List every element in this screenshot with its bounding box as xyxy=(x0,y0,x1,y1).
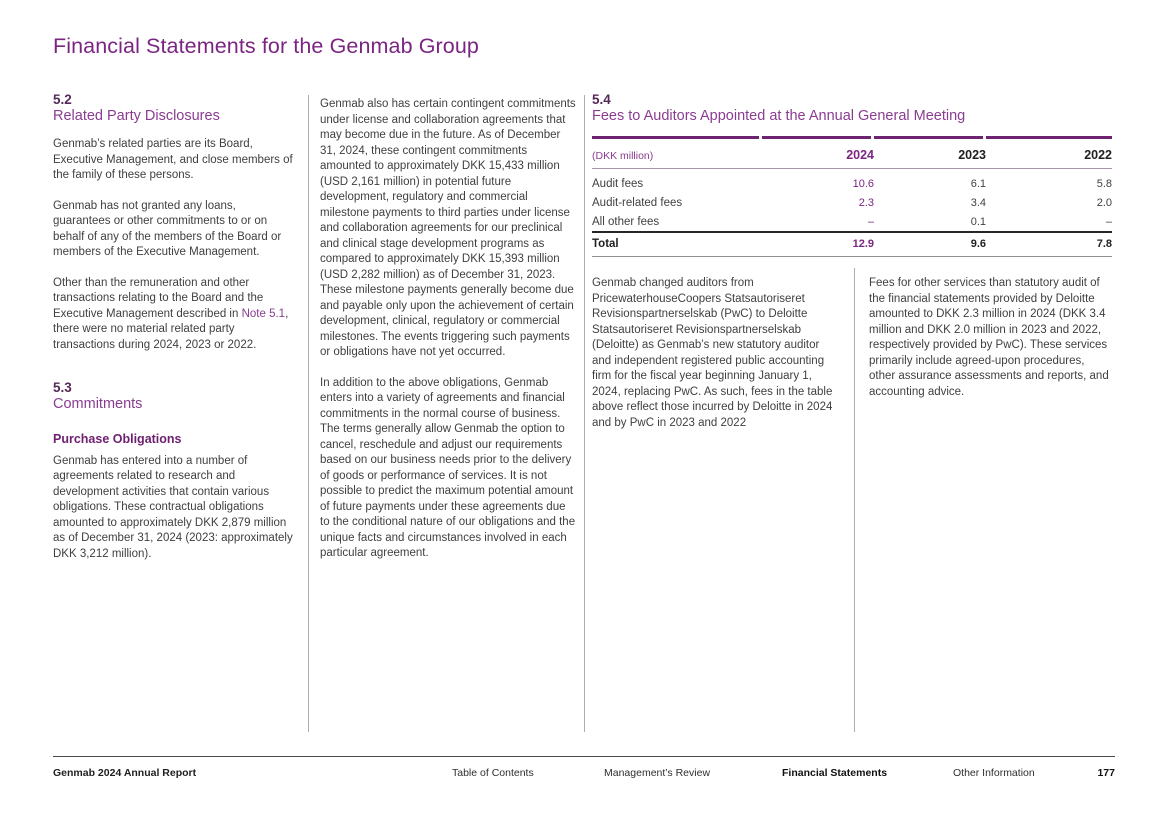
note-5-1-link[interactable]: Note 5.1 xyxy=(241,307,286,320)
value-2022: 5.8 xyxy=(1096,178,1112,190)
value-2024: 10.6 xyxy=(852,178,874,190)
row-label: All other fees xyxy=(592,216,660,228)
paragraph: Fees for other services than statutory audit of the financial statements provided by Deloitte amounted to DKK 2.3 million in 2024 (DKK 3.4 million and DKK 2.0 million in 2023 and 2022, respectively provided by PwC). These services primarily include agreed-upon procedures, other assurance assessments and reports, and accounting advice. xyxy=(869,277,1109,398)
section-number-5-3: 5.3 xyxy=(53,380,72,395)
row-label: Audit fees xyxy=(592,178,644,190)
subheading-purchase-obligations: Purchase Obligations xyxy=(53,432,182,446)
column-divider xyxy=(584,95,585,732)
footer-brand: Genmab 2024 Annual Report xyxy=(53,767,197,779)
table-header-row xyxy=(592,139,1112,169)
column-header-2023: 2023 xyxy=(874,139,986,169)
footer-nav-table-of-contents[interactable]: Table of Contents xyxy=(452,767,534,779)
value-2024: – xyxy=(867,216,874,228)
section-5-4 xyxy=(592,92,1112,431)
paragraph-text: , there were no material related party transactions during 2024, 2023 or 2022. xyxy=(53,307,289,351)
section-title-related-party-disclosures: Related Party Disclosures xyxy=(53,107,220,124)
column-middle xyxy=(320,92,577,562)
paragraph: Genmab also has certain contingent commitments under license and collaboration agreements that may become due in the future. As of December 31, 2024, these contingent commitments amounted to approximately DKK 15,433 million (USD 2,161 million) in potential future development, regulatory and commercial milestone payments to third parties under license and collaboration agreements for our preclinical and clinical stage development programs as compared to approximately DKK 15,393 million (USD 2,282 million) as of December 31, 2023. These milestone payments generally become due and payable only upon the achievement of certain development, clinical, regulatory or commercial milestones. The events triggering such payments or obligations have not yet occurred. xyxy=(320,98,576,358)
footer-nav-managements-review[interactable]: Management’s Review xyxy=(604,767,711,779)
row-label: Audit-related fees xyxy=(592,197,683,209)
total-2023: 9.6 xyxy=(874,232,986,257)
paragraph: Genmab’s related parties are its Board, Executive Management, and close members of the family of these persons. xyxy=(53,138,293,181)
row-label: Total xyxy=(592,232,762,257)
value-2022: – xyxy=(1105,216,1112,228)
total-2024: 12.9 xyxy=(762,232,874,257)
value-2023: 6.1 xyxy=(970,178,986,190)
value-2024: 2.3 xyxy=(858,197,874,209)
column-header-2022: 2022 xyxy=(986,139,1112,169)
footer-nav-financial-statements[interactable]: Financial Statements xyxy=(782,767,888,779)
value-2023: 0.1 xyxy=(970,216,986,228)
section-number-5-2: 5.2 xyxy=(53,92,72,107)
page-footer xyxy=(53,756,1115,779)
value-2022: 2.0 xyxy=(1096,197,1112,209)
paragraph: Genmab has entered into a number of agreements related to research and development activities that contain various obligations. These contractual obligations amounted to approximately DKK 2,879 million as of December 31, 2024 (2023: approximately DKK 3,212 million). xyxy=(53,454,293,560)
column-divider xyxy=(308,95,309,732)
paragraph: Genmab changed auditors from PricewaterhouseCoopers Statsautoriseret Revisionspartnerselskab (PwC) to Deloitte Statsautoriseret Revisionspartnerselskab (Deloitte) as Genmab’s new statutory auditor and independent registered public accounting firm for the fiscal year beginning January 1, 2024, replacing PwC. As such, fees in the table above reflect those incurred by Deloitte in 2024 and by PwC in 2023 and 2022 xyxy=(592,277,833,429)
paragraph: Genmab has not granted any loans, guarantees or other commitments to or on behalf of any of the members of the Board or members of the Executive Management. xyxy=(53,199,282,258)
column-left xyxy=(53,92,296,562)
page-title: Financial Statements for the Genmab Group xyxy=(53,34,479,58)
section-title-fees-to-auditors: Fees to Auditors Appointed at the Annual General Meeting xyxy=(592,108,966,124)
paragraph-text: Other than the remuneration and other transactions relating to the Board and the Executive Management described in xyxy=(53,276,264,320)
table-row-audit-related-fees xyxy=(592,193,1112,212)
paragraph: In addition to the above obligations, Genmab enters into a variety of agreements and financial commitments in the normal course of business. The terms generally allow Genmab the option to cancel, reschedule and adjust our requirements based on our business needs prior to the delivery of goods or performance of services. It is not possible to predict the maximum potential amount of future payments under these agreements due to the conditional nature of our obligations and the unique facts and circumstances involved in each particular agreement. xyxy=(320,376,576,559)
page-number: 177 xyxy=(1097,767,1115,779)
value-2023: 3.4 xyxy=(970,197,986,209)
section-5-4-text-columns xyxy=(592,276,1112,431)
table-row-audit-fees xyxy=(592,169,1112,194)
table-row-all-other-fees xyxy=(592,212,1112,232)
table-top-border xyxy=(592,136,1112,139)
section-title-commitments: Commitments xyxy=(53,395,143,412)
table-total-row xyxy=(592,232,1112,257)
fees-to-auditors-table xyxy=(592,139,1112,257)
paragraph xyxy=(53,276,296,354)
section-number-5-4: 5.4 xyxy=(592,92,611,107)
total-2022: 7.8 xyxy=(986,232,1112,257)
footer-nav-other-information[interactable]: Other Information xyxy=(953,767,1035,779)
column-header-2024: 2024 xyxy=(762,139,874,169)
table-unit-label: (DKK million) xyxy=(592,139,762,169)
